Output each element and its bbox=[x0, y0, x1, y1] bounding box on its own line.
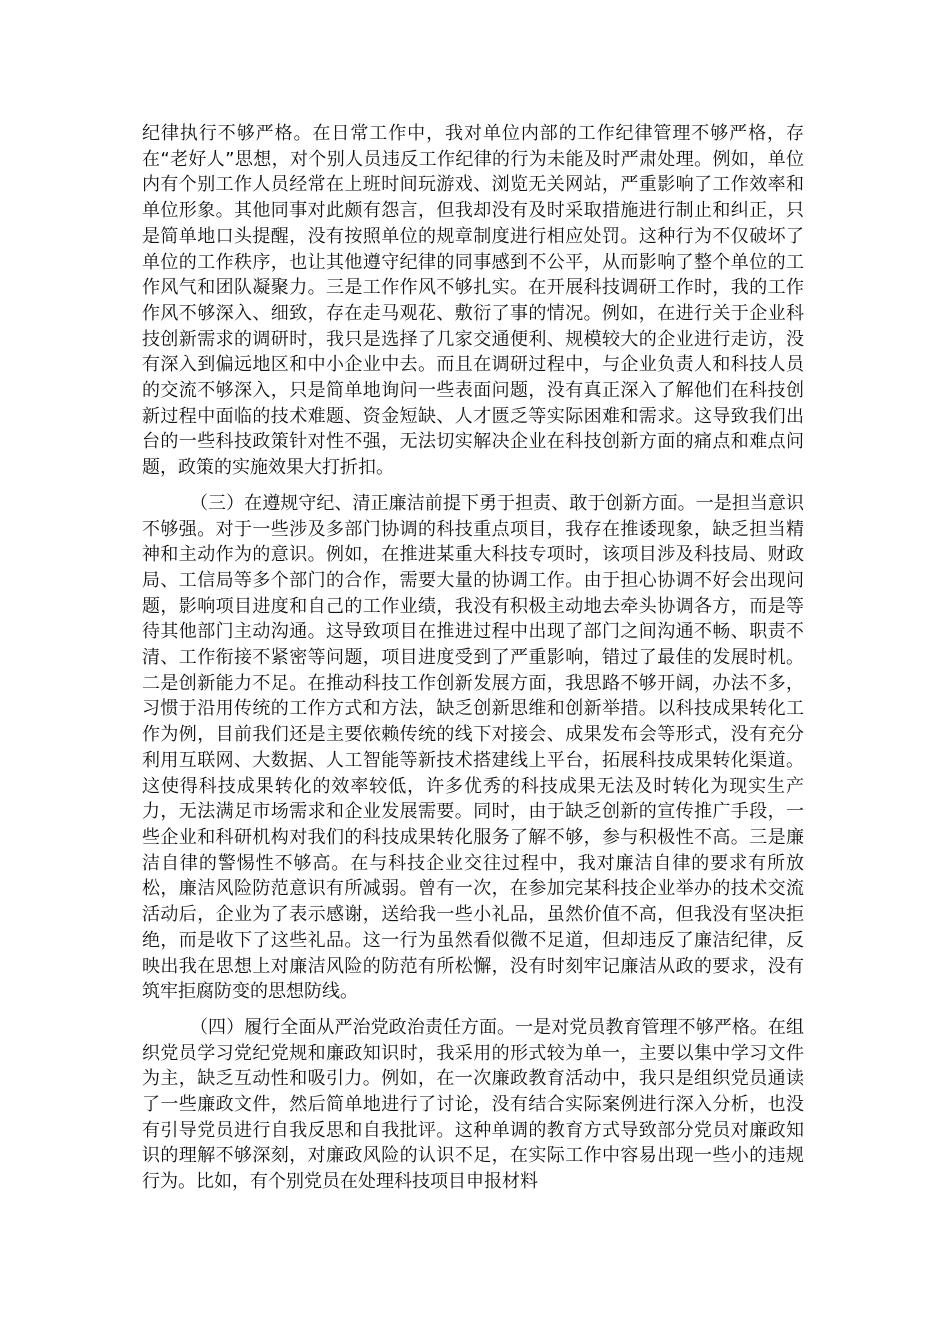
paragraph-section-four: （四）履行全面从严治党政治责任方面。一是对党员教育管理不够严格。在组织党员学习党纪党规和廉政知识时，我采用的形式较为单一，主要以集中学习文件为主，缺乏互动性和吸引力。例如，在一次廉政教育活动中，我只是组织党员通读了一些廉政文件，然后简单地进行了讨论，没有结合实际案例进行深入分析，也没有引导党员进行自我反思和自我批评。这种单调的教育方式导致部分党员对廉政知识的理解不够深刻，对廉政风险的认识不足，在实际工作中容易出现一些小的违规行为。比如，有个别党员在处理科技项目申报材料 bbox=[142, 1016, 804, 1193]
document-page bbox=[142, 121, 804, 1205]
paragraph-section-three: （三）在遵规守纪、清正廉洁前提下勇于担责、敢于创新方面。一是担当意识不够强。对于一些涉及多部门协调的科技重点项目，我存在推诿现象，缺乏担当精神和主动作为的意识。例如，在推进某重大科技专项时，该项目涉及科技局、财政局、工信局等多个部门的合作，需要大量的协调工作。由于担心协调不好会出现问题，影响项目进度和自己的工作业绩，我没有积极主动地去牵头协调各方，而是等待其他部门主动沟通。这导致项目在推进过程中出现了部门之间沟通不畅、职责不清、工作衔接不紧密等问题，项目进度受到了严重影响，错过了最佳的发展时机。二是创新能力不足。在推动科技工作创新发展方面，我思路不够开阔，办法不多，习惯于沿用传统的工作方式和方法，缺乏创新思维和创新举措。以科技成果转化工作为例，目前我们还是主要依赖传统的线下对接会、成果发布会等形式，没有充分利用互联网、大数据、人工智能等新技术搭建线上平台，拓展科技成果转化渠道。这使得科技成果转化的效率较低，许多优秀的科技成果无法及时转化为现实生产力，无法满足市场需求和企业发展需要。同时，由于缺乏创新的宣传推广手段，一些企业和科研机构对我们的科技成果转化服务了解不够，参与积极性不高。三是廉洁自律的警惕性不够高。在与科技企业交往过程中，我对廉洁自律的要求有所放松，廉洁风险防范意识有所减弱。曾有一次，在参加完某科技企业举办的技术交流活动后，企业为了表示感谢，送给我一些小礼品，虽然价值不高，但我没有坚决拒绝，而是收下了这些礼品。这一行为虽然看似微不足道，但却违反了廉洁纪律，反映出我在思想上对廉洁风险的防范有所松懈，没有时刻牢记廉洁从政的要求，没有筑牢拒腐防变的思想防线。 bbox=[142, 492, 804, 1003]
paragraph-discipline-continuation: 纪律执行不够严格。在日常工作中，我对单位内部的工作纪律管理不够严格，存在“老好人”思想，对个别人员违反工作纪律的行为未能及时严肃处理。例如，单位内有个别工作人员经常在上班时间玩游戏、浏览无关网站，严重影响了工作效率和单位形象。其他同事对此颇有怨言，但我却没有及时采取措施进行制止和纠正，只是简单地口头提醒，没有按照单位的规章制度进行相应处罚。这种行为不仅破坏了单位的工作秩序，也让其他遵守纪律的同事感到不公平，从而影响了整个单位的工作风气和团队凝聚力。三是工作作风不够扎实。在开展科技调研工作时，我的工作作风不够深入、细致，存在走马观花、敷衍了事的情况。例如，在进行关于企业科技创新需求的调研时，我只是选择了几家交通便利、规模较大的企业进行走访，没有深入到偏远地区和中小企业中去。而且在调研过程中，与企业负责人和科技人员的交流不够深入，只是简单地询问一些表面问题，没有真正深入了解他们在科技创新过程中面临的技术难题、资金短缺、人才匮乏等实际困难和需求。这导致我们出台的一些科技政策针对性不强，无法切实解决企业在科技创新方面的痛点和难点问题，政策的实施效果大打折扣。 bbox=[142, 123, 804, 479]
